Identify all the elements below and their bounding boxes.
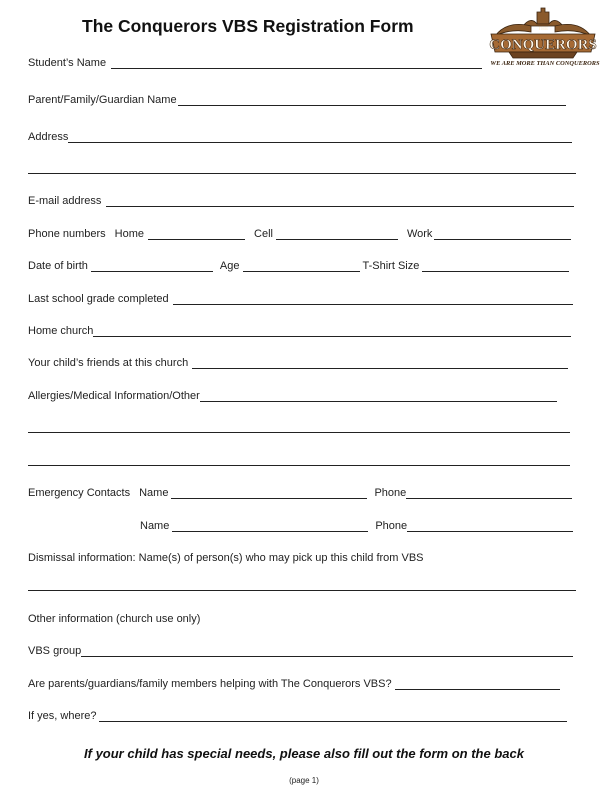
address-row xyxy=(28,131,572,143)
dismissal-field[interactable] xyxy=(28,590,576,591)
dismissal-row xyxy=(28,552,424,564)
school-grade-field[interactable] xyxy=(173,293,573,305)
special-needs-note: If your child has special needs, please also fill out the form on the back xyxy=(84,746,524,761)
school-grade-label: Last school grade completed xyxy=(28,293,169,305)
parent-name-row xyxy=(28,94,566,106)
emergency-name-label-2: Name xyxy=(140,520,170,532)
other-info-label: Other information (church use only) xyxy=(28,613,201,625)
emergency-name-label-1: Name xyxy=(139,487,169,499)
phone-home-field[interactable] xyxy=(148,228,245,240)
svg-text:CONQUERORS: CONQUERORS xyxy=(489,37,597,53)
allergies-field-line-3[interactable] xyxy=(28,465,570,466)
emergency-contact-row-2 xyxy=(140,520,573,532)
allergies-row xyxy=(28,390,557,402)
age-label: Age xyxy=(219,260,240,272)
logo-tagline: WE ARE MORE THAN CONQUERORS xyxy=(490,60,600,67)
student-name-field[interactable] xyxy=(111,57,482,69)
emergency-name-field-1[interactable] xyxy=(171,487,367,499)
phone-work-label: Work xyxy=(406,228,433,240)
if-yes-row xyxy=(28,710,567,722)
vbs-group-field[interactable] xyxy=(81,645,573,657)
student-name-row xyxy=(28,57,482,69)
phone-work-field[interactable] xyxy=(434,228,571,240)
emergency-contact-row-1 xyxy=(28,487,572,499)
address-field-line-1[interactable] xyxy=(68,131,572,143)
page-number: (page 1) xyxy=(289,776,319,785)
phone-cell-field[interactable] xyxy=(276,228,398,240)
address-field-line-2[interactable] xyxy=(28,173,576,174)
parent-name-label: Parent/Family/Guardian Name xyxy=(28,94,177,106)
dob-field[interactable] xyxy=(91,260,213,272)
allergies-field-line-1[interactable] xyxy=(200,390,557,402)
emergency-phone-field-1[interactable] xyxy=(406,487,572,499)
if-yes-field[interactable] xyxy=(99,710,567,722)
email-field[interactable] xyxy=(106,195,574,207)
dob-label: Date of birth xyxy=(28,260,88,272)
other-info-row xyxy=(28,613,200,625)
emergency-name-field-2[interactable] xyxy=(172,520,368,532)
helping-field[interactable] xyxy=(395,678,560,690)
home-church-row xyxy=(28,325,571,337)
home-church-field[interactable] xyxy=(93,325,571,337)
helping-label: Are parents/guardians/family members helping with The Conquerors VBS? xyxy=(28,678,392,690)
allergies-label: Allergies/Medical Information/Other xyxy=(28,390,200,402)
friends-field[interactable] xyxy=(192,357,568,369)
dismissal-label: Dismissal information: Name(s) of person(s) who may pick up this child from VBS xyxy=(28,552,424,564)
phone-numbers-row xyxy=(28,228,571,240)
student-name-label: Student’s Name xyxy=(28,57,107,69)
tshirt-field[interactable] xyxy=(422,260,569,272)
phone-cell-label: Cell xyxy=(254,228,273,240)
home-church-label: Home church xyxy=(28,325,94,337)
phone-numbers-label: Phone numbers xyxy=(28,228,106,240)
age-field[interactable] xyxy=(243,260,360,272)
form-title: The Conquerors VBS Registration Form xyxy=(82,16,414,36)
parent-name-field[interactable] xyxy=(178,94,566,106)
email-row xyxy=(28,195,574,207)
vbs-group-label: VBS group xyxy=(28,645,82,657)
emergency-phone-label-2: Phone xyxy=(375,520,408,532)
friends-label: Your child’s friends at this church xyxy=(28,357,189,369)
school-grade-row xyxy=(28,293,573,305)
emergency-phone-label-1: Phone xyxy=(374,487,407,499)
phone-home-label: Home xyxy=(114,228,145,240)
vbs-group-row xyxy=(28,645,573,657)
emergency-contacts-label: Emergency Contacts xyxy=(28,487,131,499)
emergency-phone-field-2[interactable] xyxy=(407,520,573,532)
svg-text:THE: THE xyxy=(537,27,549,32)
helping-row xyxy=(28,678,560,690)
friends-row xyxy=(28,357,568,369)
address-label: Address xyxy=(28,131,69,143)
allergies-field-line-2[interactable] xyxy=(28,432,570,433)
email-label: E-mail address xyxy=(28,195,102,207)
if-yes-label: If yes, where? xyxy=(28,710,97,722)
tshirt-label: T-Shirt Size xyxy=(362,260,420,272)
dob-row xyxy=(28,260,569,272)
